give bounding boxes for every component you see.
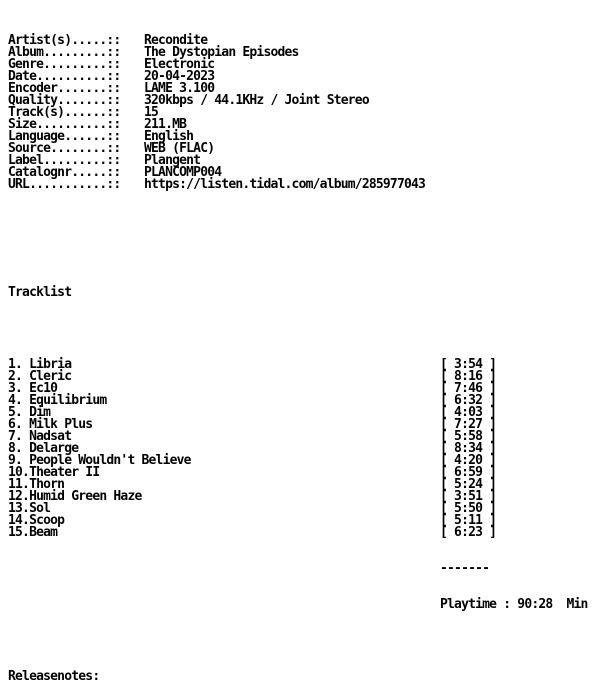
track-duration: [ 8:16 ] <box>440 369 497 384</box>
track-row <box>8 503 588 515</box>
track-title: 4. Equilibrium <box>8 393 107 408</box>
track-row <box>8 371 588 383</box>
track-title: 5. Dim <box>8 405 51 420</box>
info-key: Album.........:: <box>8 45 121 60</box>
playtime-total: Playtime : 90:28 Min <box>440 597 588 612</box>
info-key: Quality.......:: <box>8 93 121 108</box>
track-row <box>8 431 588 443</box>
info-value: https://listen.tidal.com/album/285977043 <box>144 177 426 192</box>
info-key: Size..........:: <box>8 117 121 132</box>
info-value: LAME 3.100 <box>144 81 215 96</box>
separator-line: ------- <box>440 561 490 576</box>
info-value: Electronic <box>144 57 215 72</box>
track-duration: [ 6:59 ] <box>440 465 497 480</box>
info-key: Encoder.......:: <box>8 81 121 96</box>
track-row <box>8 407 588 419</box>
info-key: Source........:: <box>8 141 121 156</box>
track-row <box>8 419 588 431</box>
track-row <box>8 527 588 539</box>
track-duration: [ 6:32 ] <box>440 393 497 408</box>
track-row <box>8 359 588 371</box>
track-row <box>8 491 588 503</box>
info-value: PLANCOMP004 <box>144 165 222 180</box>
track-row <box>8 515 588 527</box>
info-key: URL...........:: <box>8 177 121 192</box>
separator-row <box>8 563 588 575</box>
info-key: Artist(s).....:: <box>8 33 121 48</box>
track-duration: [ 5:11 ] <box>440 513 497 528</box>
blank-line <box>8 635 588 647</box>
release-info-block <box>8 35 588 191</box>
track-duration: [ 5:58 ] <box>440 429 497 444</box>
tracklist-heading: Tracklist <box>8 285 72 300</box>
track-title: 14.Scoop <box>8 513 65 528</box>
blank-line <box>8 323 588 335</box>
track-title: 9. People Wouldn't Believe <box>8 453 191 468</box>
tracklist <box>8 359 588 539</box>
track-duration: [ 7:46 ] <box>440 381 497 396</box>
blank-line <box>8 215 588 227</box>
info-value: Plangent <box>144 153 201 168</box>
info-key: Catalognr.....:: <box>8 165 121 180</box>
nfo-text-document <box>8 11 588 695</box>
track-title: 8. Delarge <box>8 441 79 456</box>
track-title: 12.Humid Green Haze <box>8 489 142 504</box>
track-row <box>8 467 588 479</box>
info-value: The Dystopian Episodes <box>144 45 299 60</box>
track-duration: [ 3:51 ] <box>440 489 497 504</box>
info-row <box>8 179 588 191</box>
info-value: 320kbps / 44.1KHz / Joint Stereo <box>144 93 369 108</box>
info-key: Language......:: <box>8 129 121 144</box>
track-duration: [ 4:03 ] <box>440 405 497 420</box>
track-duration: [ 5:50 ] <box>440 501 497 516</box>
track-row <box>8 395 588 407</box>
track-title: 3. Ec10 <box>8 381 58 396</box>
track-duration: [ 3:54 ] <box>440 357 497 372</box>
info-value: 15 <box>144 105 159 120</box>
track-duration: [ 6:23 ] <box>440 525 497 540</box>
track-title: 6. Milk Plus <box>8 417 93 432</box>
indent-spacer <box>8 599 440 611</box>
releasenotes-heading: Releasenotes: <box>8 669 100 684</box>
info-key: Track(s)......:: <box>8 105 121 120</box>
track-title: 11.Thorn <box>8 477 65 492</box>
info-key: Label.........:: <box>8 153 121 168</box>
info-key: Genre.........:: <box>8 57 121 72</box>
info-value: WEB (FLAC) <box>144 141 215 156</box>
track-title: 2. Cleric <box>8 369 72 384</box>
blank-line <box>8 251 588 263</box>
info-value: English <box>144 129 194 144</box>
track-duration: [ 8:34 ] <box>440 441 497 456</box>
track-title: 10.Theater II <box>8 465 100 480</box>
track-duration: [ 4:20 ] <box>440 453 497 468</box>
track-title: 13.Sol <box>8 501 51 516</box>
info-value: 20-04-2023 <box>144 69 215 84</box>
track-duration: [ 7:27 ] <box>440 417 497 432</box>
indent-spacer <box>8 563 440 575</box>
info-value: Recondite <box>144 33 208 48</box>
playtime-row <box>8 599 588 611</box>
info-key: Date..........:: <box>8 69 121 84</box>
track-duration: [ 5:24 ] <box>440 477 497 492</box>
track-title: 15.Beam <box>8 525 58 540</box>
info-value: 211.MB <box>144 117 187 132</box>
track-title: 1. Libria <box>8 357 72 372</box>
track-title: 7. Nadsat <box>8 429 72 444</box>
